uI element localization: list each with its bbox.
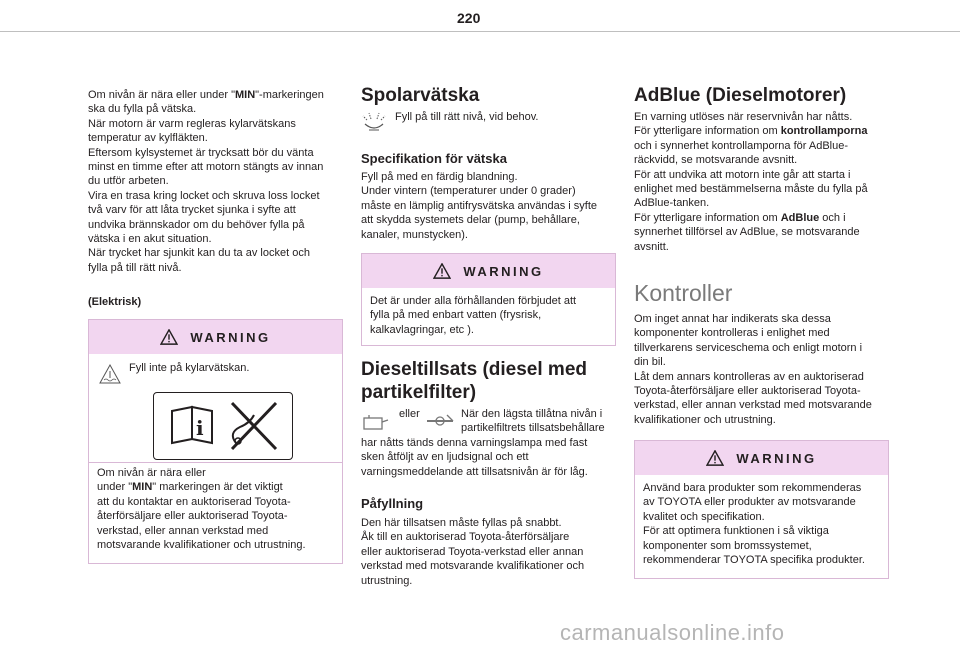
intro-line: Vira en trasa kring locket och skruva loss locket: [88, 189, 320, 202]
section-label-elektrisk: (Elektrisk): [88, 296, 142, 308]
heading-kontroller: Kontroller: [634, 280, 733, 306]
adblue-line: avsnitt.: [634, 240, 669, 253]
adblue-line: enlighet med bestämmelserna måste du fylla på: [634, 183, 868, 196]
warning-line: återförsäljare eller auktoriserad Toyota-: [97, 510, 288, 523]
warning-header: [362, 254, 615, 288]
pafyllning-line: Åk till en auktoriserad Toyota-återförsäljare: [361, 531, 570, 544]
heading-specifikation: Specifikation för vätska: [361, 151, 507, 166]
intro-line: När trycket har sjunkit kan du ta av locket och: [88, 247, 310, 260]
intro-line: du utför arbeten.: [88, 175, 169, 188]
kontroller-line: verkstad, eller annan verkstad med motsvarande: [634, 399, 872, 412]
warning-line: Använd bara produkter som rekommenderas: [643, 482, 862, 494]
kontroller-line: din bil.: [634, 356, 666, 369]
pafyllning-line: utrustning.: [361, 574, 413, 587]
header-rule: [0, 31, 960, 32]
warning-line: kalkavlagringar, etc ).: [370, 323, 474, 336]
diesel-eller: eller: [399, 408, 420, 420]
adblue-line: För ytterligare information om kontrollamporna: [634, 125, 868, 138]
intro-line: två varv för att låta trycket sjunka i syfte att: [88, 204, 296, 217]
adblue-line: För att undvika att motorn inte går att starta i: [634, 168, 851, 181]
particle-filter-icon: [425, 412, 455, 430]
warning-line: Det är under alla förhållanden förbjudet att: [370, 295, 577, 307]
warning-body: [643, 481, 883, 567]
intro-text: [88, 88, 348, 275]
intro-line: temperatur av kylfläkten.: [88, 132, 208, 145]
warning-text: Fyll inte på kylarvätskan.: [129, 362, 250, 374]
kontroller-line: komponenter kontrolleras i enlighet med: [634, 327, 830, 340]
intro-line: fylla på till rätt nivå.: [88, 261, 182, 274]
kontroller-line: Toyota-återförsäljare eller auktoriserad Toyota-: [634, 385, 861, 398]
heading-adblue: AdBlue (Dieselmotorer): [634, 85, 847, 106]
pafyllning-line: verkstad med motsvarande kvalifikationer och: [361, 560, 585, 573]
diesel-right-2: partikelfiltrets tillsatsbehållare: [461, 422, 605, 434]
page-number: 220: [457, 10, 481, 26]
warning-line: verkstad, eller annan verkstad med: [97, 524, 269, 537]
warning-body: [97, 466, 337, 552]
pafyllning-line: Den här tillsatsen måste fyllas på snabbt.: [361, 517, 562, 529]
heading-pafyllning: Påfyllning: [361, 496, 424, 511]
kontroller-line: tillverkarens serviceschema och enligt motorn i: [634, 341, 863, 354]
spec-text: [361, 170, 621, 242]
kontroller-text: [634, 312, 894, 427]
intro-line: Om nivån är nära eller under "MIN"-markeringen: [88, 89, 324, 101]
warning-line: För att optimera funktionen i så viktiga: [643, 525, 829, 538]
warning-line: komponenter som bromssystemet,: [643, 539, 812, 552]
intro-line: undvika brännskador om du behöver fylla på: [88, 218, 305, 231]
kontroller-line: kvalifikationer och utrustning.: [634, 413, 776, 426]
intro-line: När motorn är varm regleras kylarvätskans: [88, 117, 296, 130]
spec-line: Fyll på med en färdig blandning.: [361, 171, 518, 183]
washer-fluid-icon: [361, 112, 387, 134]
warning-line: Om nivån är nära eller: [97, 467, 206, 479]
warning-box-water: [361, 253, 616, 346]
adblue-line: och i synnerhet kontrollamporna för AdBlue-: [634, 139, 849, 152]
warning-header: [635, 441, 888, 475]
manual-pictogram: [153, 392, 293, 460]
adblue-text: [634, 110, 894, 254]
warning-header: [89, 320, 342, 354]
warning-line: motsvarande kvalifikationer och utrustning.: [97, 539, 306, 552]
warning-line: att du kontaktar en auktoriserad Toyota-: [97, 495, 291, 508]
book-and-hose-icon: [154, 393, 292, 459]
diesel-text: [361, 436, 621, 479]
coolant-warning-icon: [99, 364, 121, 384]
warning-line: av TOYOTA eller produkter av motsvarande: [643, 496, 856, 509]
intro-line: minst en timme efter att motorn stängts av innan: [88, 161, 324, 174]
adblue-line: För ytterligare information om AdBlue och i: [634, 211, 846, 224]
heading-dieseltillsats-1: Dieseltillsats (diesel med: [361, 359, 587, 380]
pafyllning-line: eller auktoriserad Toyota-verkstad eller annan: [361, 545, 584, 558]
warning-title: WARNING: [736, 450, 817, 466]
warning-divider: [89, 462, 342, 463]
spec-line: att skydda systemets delar (pump, behållare,: [361, 214, 580, 227]
warning-body: [370, 294, 610, 337]
diesel-line: sken åtföljt av en ljudsignal och ett: [361, 451, 529, 464]
kontroller-line: Om inget annat har indikerats ska dessa: [634, 313, 831, 325]
warning-line: fylla på med enbart vatten (frysrisk,: [370, 309, 542, 322]
heading-spolarvatska: Spolarvätska: [361, 85, 480, 106]
spec-line: måste en lämplig antifrysvätska användas i syfte: [361, 199, 598, 212]
diesel-right-1: När den lägsta tillåtna nivån i: [461, 408, 603, 420]
pafyllning-text: [361, 516, 621, 588]
spec-line: Under vintern (temperaturer under 0 grader): [361, 185, 576, 198]
warning-title: WARNING: [190, 329, 271, 345]
adblue-line: räckvidd, se motsvarande avsnitt.: [634, 154, 798, 167]
kontroller-line: Låt dem annars kontrolleras av en auktoriserad: [634, 370, 864, 383]
warning-line: rekommenderar TOYOTA specifika produkter.: [643, 554, 865, 567]
svg-text:i: i: [196, 416, 204, 440]
adblue-line: En varning utlöses när reservnivån har nåtts.: [634, 111, 853, 123]
warning-title: WARNING: [463, 263, 544, 279]
warning-triangle-icon: [160, 329, 178, 345]
diesel-line: har nåtts tänds denna varningslampa med fast: [361, 437, 588, 449]
spec-line: kanaler, munstycken).: [361, 228, 468, 241]
warning-box-products: [634, 440, 889, 579]
warning-triangle-icon: [433, 263, 451, 279]
intro-line: ska du fylla på vätska.: [88, 103, 197, 116]
heading-dieseltillsats-2: partikelfilter): [361, 382, 477, 403]
fuel-additive-lamp-icon: [361, 413, 391, 433]
adblue-line: synnerhet tillförsel av AdBlue, se motsvarande: [634, 226, 860, 239]
warning-box-coolant: [88, 319, 343, 564]
warning-line: kvalitet och specifikation.: [643, 510, 765, 523]
watermark: carmanualsonline.info: [560, 620, 785, 645]
spolar-text: Fyll på till rätt nivå, vid behov.: [395, 111, 539, 123]
intro-line: vätska i en akut situation.: [88, 233, 212, 246]
adblue-line: AdBlue-tanken.: [634, 197, 710, 210]
diesel-line: varningsmeddelande att tillsatsnivån är för låg.: [361, 465, 588, 478]
intro-line: Eftersom kylsystemet är trycksatt bör du vänta: [88, 146, 314, 159]
warning-line: under "MIN" markeringen är det viktigt: [97, 481, 283, 494]
warning-triangle-icon: [706, 450, 724, 466]
